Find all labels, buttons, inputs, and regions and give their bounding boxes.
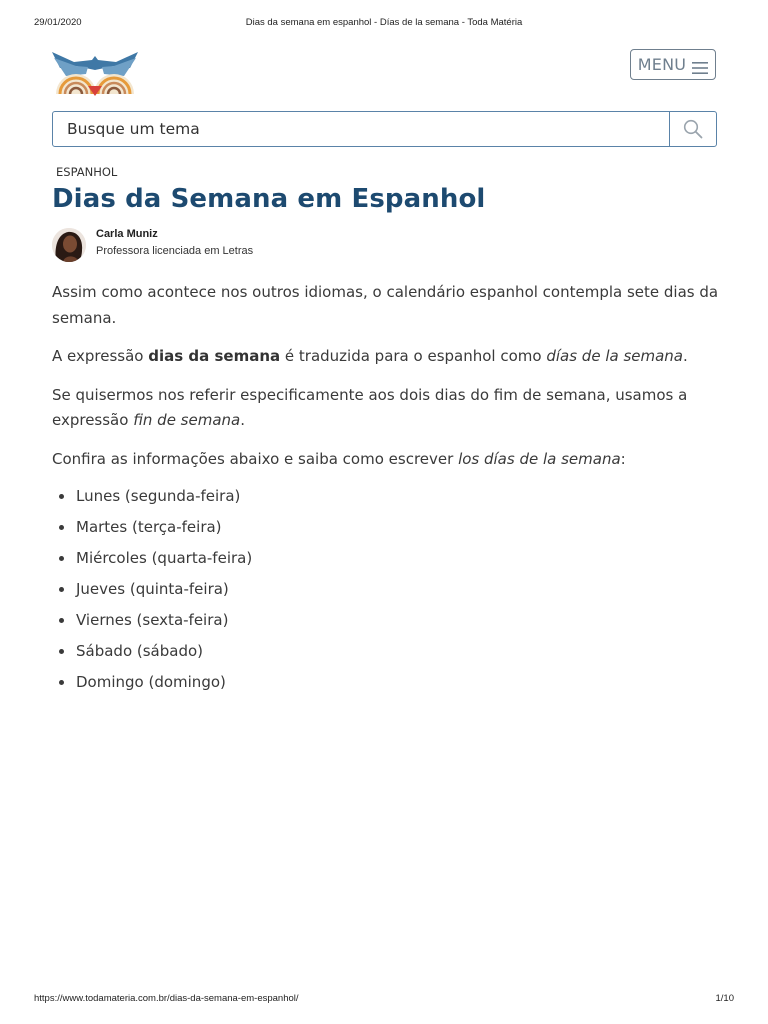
search-button[interactable]	[669, 112, 716, 146]
page-number: 1/10	[715, 993, 734, 1004]
page-title: Dias da Semana em Espanhol	[52, 184, 486, 214]
article-body	[52, 280, 722, 702]
list-item: Lunes (segunda-feira)	[52, 485, 722, 516]
list-item: Martes (terça-feira)	[52, 516, 722, 547]
list-item: Viernes (sexta-feira)	[52, 609, 722, 640]
category-link[interactable]: ESPANHOL	[56, 165, 118, 179]
avatar	[52, 228, 86, 262]
menu-button[interactable]	[630, 49, 716, 80]
print-url: https://www.todamateria.com.br/dias-da-semana-em-espanhol/	[34, 993, 299, 1004]
list-item: Sábado (sábado)	[52, 640, 722, 671]
list-item: Jueves (quinta-feira)	[52, 578, 722, 609]
print-page-title: Dias da semana em espanhol - Días de la semana - Toda Matéria	[245, 17, 523, 28]
days-list	[52, 485, 722, 702]
search-bar	[52, 111, 717, 147]
author-role: Professora licenciada em Letras	[96, 245, 254, 257]
search-input[interactable]	[53, 112, 669, 146]
paragraph: Confira as informações abaixo e saiba como escrever los días de la semana:	[52, 449, 626, 468]
paragraph: A expressão dias da semana é traduzida para o espanhol como días de la semana.	[52, 347, 688, 365]
list-item: Miércoles (quarta-feira)	[52, 547, 722, 578]
print-footer	[0, 993, 768, 1007]
print-header	[0, 17, 768, 31]
paragraph: Assim como acontece nos outros idiomas, o calendário espanhol contempla sete dias da semana.	[52, 283, 719, 327]
owl-logo-icon[interactable]	[52, 46, 138, 98]
list-item: Domingo (domingo)	[52, 671, 722, 702]
menu-label: MENU	[637, 55, 687, 74]
paragraph: Se quisermos nos referir especificamente aos dois dias do fim de semana, usamos a expressão fin de semana.	[52, 385, 688, 429]
author-name[interactable]: Carla Muniz	[96, 228, 158, 240]
hamburger-icon	[692, 59, 708, 71]
print-date: 29/01/2020	[34, 17, 82, 28]
search-icon	[683, 119, 703, 139]
